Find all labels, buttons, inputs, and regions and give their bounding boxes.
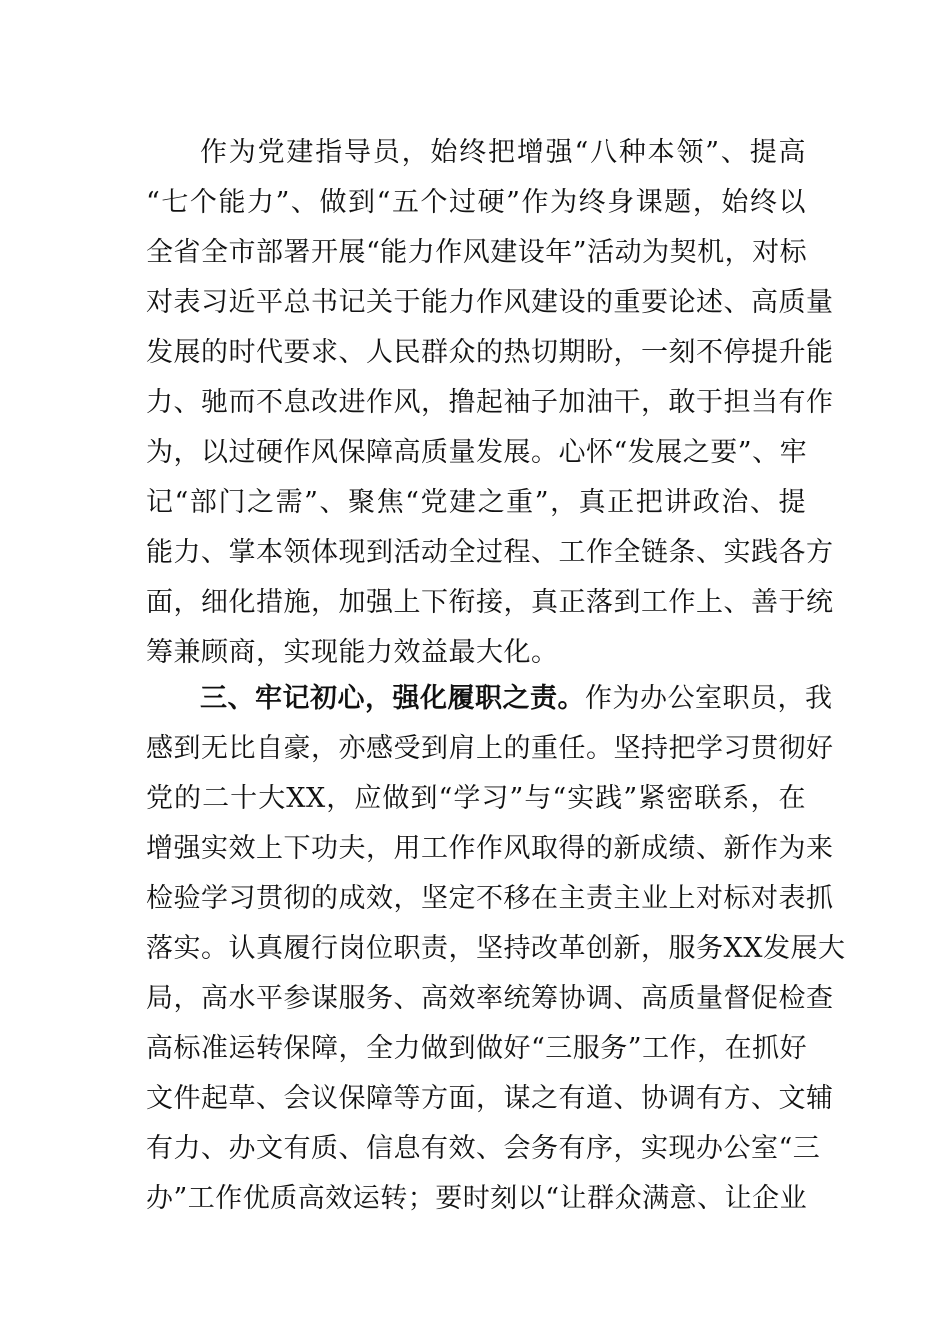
paragraph-line: 文件起草、会议保障等方面，谋之有道、协调有方、文辅 bbox=[146, 1083, 834, 1114]
section-heading-line bbox=[146, 674, 833, 724]
paragraph-line: 面，细化措施，加强上下衔接，真正落到工作上、善于统 bbox=[146, 587, 834, 618]
paragraph-line: 能力、掌本领体现到活动全过程、工作全链条、实践各方 bbox=[146, 537, 834, 568]
paragraph-line: 党的二十大XX，应做到“学习”与“实践”紧密联系，在 bbox=[146, 783, 806, 814]
paragraph-line: 办”工作优质高效运转；要时刻以“让群众满意、让企业 bbox=[146, 1183, 808, 1214]
paragraph-line: 检验学习贯彻的成效，坚定不移在主责主业上对标对表抓 bbox=[146, 883, 834, 914]
paragraph-section-three bbox=[146, 674, 846, 1224]
section-heading: 三、牢记初心，强化履职之责。 bbox=[200, 683, 585, 714]
paragraph-line: 增强实效上下功夫，用工作作风取得的新成绩、新作为来 bbox=[146, 833, 834, 864]
paragraph-line: 筹兼顾商，实现能力效益最大化。 bbox=[146, 637, 559, 668]
paragraph-line: 全省全市部署开展“能力作风建设年”活动为契机，对标 bbox=[146, 237, 808, 268]
paragraph-line: 记“部门之需”、聚焦“党建之重”，真正把讲政治、提 bbox=[146, 487, 806, 518]
paragraph-party-building-instructor bbox=[146, 128, 834, 678]
paragraph-line: 高标准运转保障，全力做到做好“三服务”工作，在抓好 bbox=[146, 1033, 808, 1064]
paragraph-line: 局，高水平参谋服务、高效率统筹协调、高质量督促检查 bbox=[146, 983, 834, 1014]
paragraph-line: 作为党建指导员，始终把增强“八种本领”、提高 bbox=[200, 137, 806, 168]
paragraph-line: 对表习近平总书记关于能力作风建设的重要论述、高质量 bbox=[146, 287, 834, 318]
paragraph-line: 感到无比自豪，亦感受到肩上的重任。坚持把学习贯彻好 bbox=[146, 733, 834, 764]
paragraph-line: 落实。认真履行岗位职责，坚持改革创新，服务XX发展大 bbox=[146, 933, 846, 964]
paragraph-line: 为，以过硬作风保障高质量发展。心怀“发展之要”、牢 bbox=[146, 437, 808, 468]
paragraph-line: 力、驰而不息改进作风，撸起袖子加油干，敢于担当有作 bbox=[146, 387, 834, 418]
paragraph-line: “七个能力”、做到“五个过硬”作为终身课题，始终以 bbox=[146, 187, 806, 218]
paragraph-line: 发展的时代要求、人民群众的热切期盼，一刻不停提升能 bbox=[146, 337, 834, 368]
heading-line-continuation: 作为办公室职员，我 bbox=[585, 683, 833, 714]
paragraph-line: 有力、办文有质、信息有效、会务有序，实现办公室“三 bbox=[146, 1133, 821, 1164]
